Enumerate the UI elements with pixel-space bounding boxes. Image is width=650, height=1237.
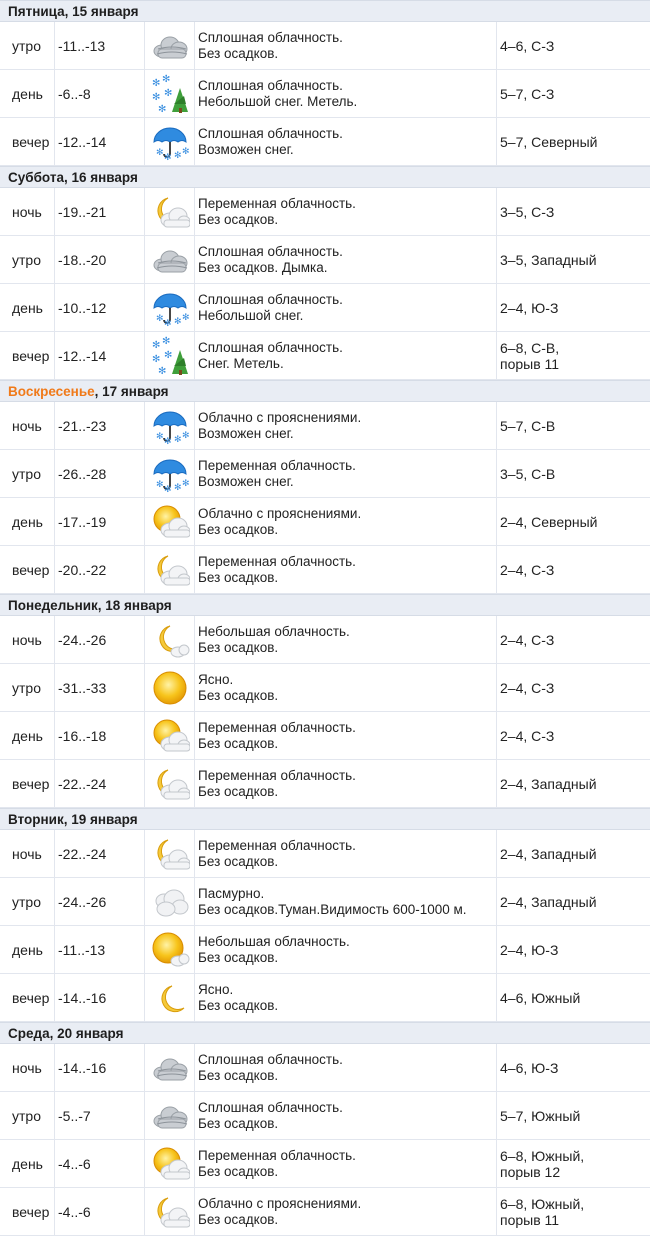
day-date: , 18 января	[97, 598, 172, 613]
day-date: , 20 января	[49, 1026, 124, 1041]
wind-line-2: порыв 11	[500, 1211, 560, 1228]
svg-text:✻: ✻	[155, 313, 164, 324]
day-weekday: Суббота	[8, 170, 64, 185]
temperature: -24..-26	[55, 878, 145, 925]
desc-line-2: Без осадков.Туман.Видимость 600-1000 м.	[198, 901, 467, 917]
wind-line-1: 5–7, Северный	[500, 133, 598, 150]
forecast-row	[0, 22, 650, 70]
period-label: ночь	[0, 1044, 55, 1091]
day-weekday: Понедельник	[8, 598, 98, 613]
forecast-row	[0, 70, 650, 118]
svg-text:✻: ✻	[163, 436, 172, 446]
moon-icon	[150, 978, 190, 1018]
day-date: , 15 января	[64, 4, 139, 19]
period-label: вечер	[0, 1188, 55, 1235]
forecast-row	[0, 450, 650, 498]
period-label: вечер	[0, 760, 55, 807]
period-label: вечер	[0, 332, 55, 379]
temperature: -21..-23	[55, 402, 145, 449]
period-label: ночь	[0, 402, 55, 449]
forecast-row	[0, 664, 650, 712]
desc-line-2: Без осадков.	[198, 853, 279, 869]
temperature: -12..-14	[55, 332, 145, 379]
wind-line-1: 3–5, С-З	[500, 203, 555, 220]
period-label: ночь	[0, 188, 55, 235]
wind-line-1: 2–4, Ю-З	[500, 941, 559, 958]
day-header	[0, 1022, 650, 1044]
desc-line-2: Без осадков.	[198, 569, 279, 585]
day-weekday: Среда	[8, 1026, 50, 1041]
svg-text:✻: ✻	[181, 478, 190, 489]
wind-line-1: 2–4, С-З	[500, 727, 555, 744]
svg-text:✻: ✻	[155, 431, 164, 442]
desc-line-2: Без осадков.	[198, 949, 279, 965]
svg-text:✻: ✻	[151, 353, 160, 365]
overcast-icon	[150, 1099, 190, 1133]
day-weekday: Пятница	[8, 4, 65, 19]
wind-line-1: 6–8, Южный,	[500, 1147, 585, 1164]
sun-cloud-icon	[150, 1144, 190, 1184]
period-label: день	[0, 284, 55, 331]
svg-text:✻: ✻	[163, 318, 172, 328]
desc-line-2: Без осадков. Дымка.	[198, 259, 328, 275]
period-label: утро	[0, 450, 55, 497]
temperature: -6..-8	[55, 70, 145, 117]
svg-text:✻: ✻	[173, 150, 182, 161]
temperature: -4..-6	[55, 1140, 145, 1187]
day-block	[0, 166, 650, 380]
moon-cloud-icon	[150, 550, 190, 590]
day-block	[0, 808, 650, 1022]
forecast-row	[0, 1044, 650, 1092]
desc-line-2: Небольшой снег. Метель.	[198, 93, 358, 109]
wind-line-1: 2–4, Ю-З	[500, 299, 559, 316]
svg-text:✻: ✻	[161, 335, 170, 347]
overcast-icon	[150, 1051, 190, 1085]
forecast-row	[0, 402, 650, 450]
forecast-row	[0, 830, 650, 878]
overcast-icon	[150, 29, 190, 63]
period-label: вечер	[0, 974, 55, 1021]
wind-line-1: 6–8, С-В,	[500, 339, 560, 356]
wind-line-1: 5–7, С-З	[500, 85, 555, 102]
desc-line-2: Снег. Метель.	[198, 355, 284, 371]
day-header	[0, 0, 650, 22]
desc-line-1: Сплошная облачность.	[198, 77, 343, 93]
temperature: -22..-24	[55, 830, 145, 877]
wind-line-1: 2–4, Северный	[500, 513, 598, 530]
temperature: -14..-16	[55, 1044, 145, 1091]
desc-line-1: Переменная облачность.	[198, 195, 356, 211]
moon-cloud-icon	[150, 764, 190, 804]
svg-text:✻: ✻	[173, 316, 182, 327]
period-label: утро	[0, 664, 55, 711]
desc-line-2: Без осадков.	[198, 639, 279, 655]
forecast-row	[0, 236, 650, 284]
desc-line-1: Ясно.	[198, 671, 234, 687]
desc-line-2: Без осадков.	[198, 1067, 279, 1083]
svg-text:✻: ✻	[163, 87, 172, 99]
wind-line-1: 3–5, Западный	[500, 251, 597, 268]
svg-text:✻: ✻	[173, 434, 182, 445]
svg-text:✻: ✻	[163, 152, 172, 162]
forecast-row	[0, 118, 650, 166]
desc-line-2: Без осадков.	[198, 45, 279, 61]
day-block	[0, 380, 650, 594]
period-label: утро	[0, 22, 55, 69]
desc-line-1: Переменная облачность.	[198, 457, 356, 473]
snow-umbrella-icon	[150, 454, 190, 494]
wind-line-1: 2–4, С-З	[500, 631, 555, 648]
period-label: день	[0, 498, 55, 545]
desc-line-2: Без осадков.	[198, 997, 279, 1013]
temperature: -11..-13	[55, 22, 145, 69]
temperature: -24..-26	[55, 616, 145, 663]
period-label: день	[0, 926, 55, 973]
svg-text:✻: ✻	[163, 349, 172, 361]
desc-line-2: Без осадков.	[198, 735, 279, 751]
wind-line-1: 2–4, Западный	[500, 893, 597, 910]
period-label: утро	[0, 878, 55, 925]
day-block	[0, 594, 650, 808]
desc-line-1: Сплошная облачность.	[198, 1051, 343, 1067]
svg-text:✻: ✻	[181, 430, 190, 441]
wind-line-2: порыв 12	[500, 1163, 561, 1180]
wind-line-1: 2–4, С-З	[500, 679, 555, 696]
desc-line-1: Облачно с прояснениями.	[198, 1195, 362, 1211]
temperature: -5..-7	[55, 1092, 145, 1139]
desc-line-1: Небольшая облачность.	[198, 933, 350, 949]
desc-line-2: Без осадков.	[198, 783, 279, 799]
desc-line-2: Возможен снег.	[198, 425, 294, 441]
wind-line-1: 6–8, Южный,	[500, 1195, 585, 1212]
svg-text:✻: ✻	[151, 77, 160, 89]
forecast-row	[0, 616, 650, 664]
desc-line-1: Переменная облачность.	[198, 767, 356, 783]
temperature: -18..-20	[55, 236, 145, 283]
desc-line-2: Без осадков.	[198, 1211, 279, 1227]
day-block	[0, 0, 650, 166]
desc-line-1: Переменная облачность.	[198, 719, 356, 735]
day-weekday: Вторник	[8, 812, 64, 827]
forecast-row	[0, 712, 650, 760]
period-label: день	[0, 70, 55, 117]
svg-text:✻: ✻	[181, 146, 190, 157]
desc-line-1: Сплошная облачность.	[198, 125, 343, 141]
period-label: ночь	[0, 830, 55, 877]
snow-umbrella-icon	[150, 288, 190, 328]
temperature: -12..-14	[55, 118, 145, 165]
moon-cloud-icon	[150, 1192, 190, 1232]
wind-line-1: 3–5, С-В	[500, 465, 556, 482]
temperature: -26..-28	[55, 450, 145, 497]
snow-umbrella-icon	[150, 406, 190, 446]
day-block	[0, 1022, 650, 1236]
desc-line-2: Возможен снег.	[198, 141, 294, 157]
desc-line-2: Без осадков.	[198, 211, 279, 227]
temperature: -10..-12	[55, 284, 145, 331]
wind-line-1: 5–7, Южный	[500, 1107, 581, 1124]
temperature: -22..-24	[55, 760, 145, 807]
period-label: вечер	[0, 546, 55, 593]
desc-line-2: Без осадков.	[198, 1115, 279, 1131]
desc-line-2: Небольшой снег.	[198, 307, 304, 323]
forecast-row	[0, 926, 650, 974]
temperature: -31..-33	[55, 664, 145, 711]
temperature: -20..-22	[55, 546, 145, 593]
svg-text:✻: ✻	[163, 484, 172, 494]
moon-small-cloud-icon	[150, 620, 190, 660]
period-label: день	[0, 1140, 55, 1187]
svg-text:✻: ✻	[161, 73, 170, 85]
temperature: -17..-19	[55, 498, 145, 545]
day-header	[0, 380, 650, 402]
svg-text:✻: ✻	[151, 91, 160, 103]
desc-line-2: Без осадков.	[198, 1163, 279, 1179]
sun-cloud-icon	[150, 502, 190, 542]
desc-line-1: Ясно.	[198, 981, 234, 997]
day-weekday: Воскресенье	[8, 384, 95, 399]
forecast-row	[0, 1140, 650, 1188]
desc-line-2: Без осадков.	[198, 687, 279, 703]
temperature: -19..-21	[55, 188, 145, 235]
moon-cloud-icon	[150, 834, 190, 874]
desc-line-2: Возможен снег.	[198, 473, 294, 489]
forecast-row	[0, 188, 650, 236]
temperature: -11..-13	[55, 926, 145, 973]
cloudy-icon	[150, 885, 190, 919]
period-label: утро	[0, 1092, 55, 1139]
forecast-row	[0, 332, 650, 380]
desc-line-1: Переменная облачность.	[198, 553, 356, 569]
wind-line-1: 4–6, С-З	[500, 37, 555, 54]
wind-line-1: 4–6, Южный	[500, 989, 581, 1006]
forecast-row	[0, 284, 650, 332]
day-header	[0, 166, 650, 188]
wind-line-1: 5–7, С-В	[500, 417, 556, 434]
svg-text:✻: ✻	[155, 147, 164, 158]
svg-text:✻: ✻	[157, 365, 166, 376]
sun-cloud-icon	[150, 716, 190, 756]
wind-line-1: 2–4, С-З	[500, 561, 555, 578]
svg-text:✻: ✻	[173, 482, 182, 493]
forecast-row	[0, 498, 650, 546]
day-date: , 19 января	[63, 812, 138, 827]
wind-line-1: 2–4, Западный	[500, 775, 597, 792]
period-label: ночь	[0, 616, 55, 663]
temperature: -14..-16	[55, 974, 145, 1021]
desc-line-1: Сплошная облачность.	[198, 1099, 343, 1115]
wind-line-1: 2–4, Западный	[500, 845, 597, 862]
wind-line-2: порыв 11	[500, 355, 560, 372]
period-label: вечер	[0, 118, 55, 165]
sun-icon	[150, 668, 190, 708]
desc-line-1: Пасмурно.	[198, 885, 265, 901]
svg-text:✻: ✻	[155, 479, 164, 490]
desc-line-1: Сплошная облачность.	[198, 339, 343, 355]
desc-line-1: Сплошная облачность.	[198, 29, 343, 45]
desc-line-1: Сплошная облачность.	[198, 291, 343, 307]
day-header	[0, 808, 650, 830]
day-date: , 16 января	[63, 170, 138, 185]
desc-line-2: Без осадков.	[198, 521, 279, 537]
period-label: день	[0, 712, 55, 759]
blizzard-icon	[150, 336, 190, 376]
overcast-icon	[150, 243, 190, 277]
svg-text:✻: ✻	[181, 312, 190, 323]
desc-line-1: Облачно с прояснениями.	[198, 505, 362, 521]
forecast-row	[0, 1188, 650, 1236]
sun-small-cloud-icon	[150, 930, 190, 970]
temperature: -4..-6	[55, 1188, 145, 1235]
svg-text:✻: ✻	[157, 103, 166, 114]
desc-line-1: Небольшая облачность.	[198, 623, 350, 639]
svg-text:✻: ✻	[151, 339, 160, 351]
day-date: , 17 января	[94, 384, 169, 399]
forecast-row	[0, 878, 650, 926]
desc-line-1: Переменная облачность.	[198, 837, 356, 853]
snow-umbrella-icon	[150, 122, 190, 162]
period-label: утро	[0, 236, 55, 283]
day-header	[0, 594, 650, 616]
forecast-row	[0, 546, 650, 594]
moon-cloud-icon	[150, 192, 190, 232]
desc-line-1: Сплошная облачность.	[198, 243, 343, 259]
forecast-row	[0, 760, 650, 808]
wind-line-1: 4–6, Ю-З	[500, 1059, 559, 1076]
desc-line-1: Переменная облачность.	[198, 1147, 356, 1163]
desc-line-1: Облачно с прояснениями.	[198, 409, 362, 425]
forecast-row	[0, 1092, 650, 1140]
temperature: -16..-18	[55, 712, 145, 759]
forecast-row	[0, 974, 650, 1022]
blizzard-icon	[150, 74, 190, 114]
